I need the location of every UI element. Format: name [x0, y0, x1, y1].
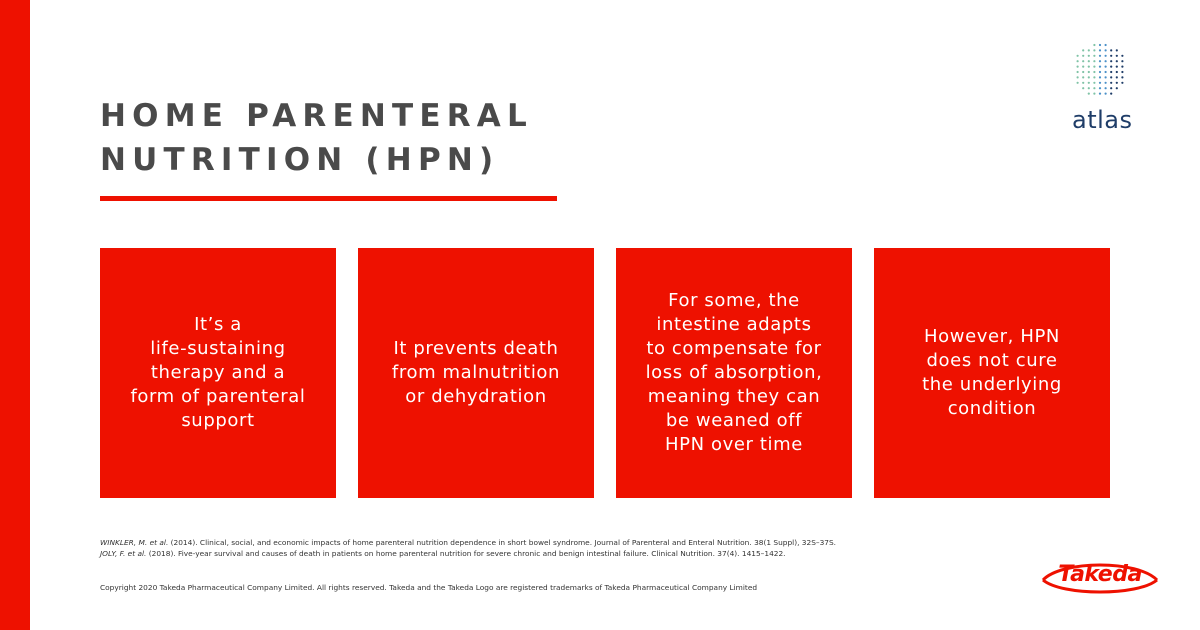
- reference-1-etal: et al.: [149, 538, 169, 547]
- globe-dot: [1116, 71, 1118, 73]
- globe-dot: [1088, 60, 1090, 62]
- globe-dot: [1077, 55, 1079, 57]
- globe-dot: [1116, 55, 1118, 57]
- info-card-3: [616, 248, 852, 498]
- globe-dot: [1093, 49, 1095, 51]
- globe-dot: [1099, 76, 1101, 78]
- globe-dot: [1077, 71, 1079, 73]
- globe-dot: [1121, 76, 1123, 78]
- globe-dot: [1110, 71, 1112, 73]
- card-line: or dehydration: [405, 386, 547, 407]
- globe-dot: [1099, 82, 1101, 84]
- globe-dot: [1077, 76, 1079, 78]
- globe-dot: [1116, 49, 1118, 51]
- globe-dot: [1121, 82, 1123, 84]
- globe-dot: [1093, 44, 1095, 46]
- globe-dot: [1116, 66, 1118, 68]
- globe-dot: [1105, 60, 1107, 62]
- page-title-line-1: HOME PARENTERAL: [100, 98, 533, 134]
- globe-dot: [1093, 60, 1095, 62]
- globe-dot: [1105, 55, 1107, 57]
- atlas-logo: [1064, 40, 1138, 136]
- reference-1-authors: WINKLER, M.: [100, 538, 150, 547]
- card-line: HPN over time: [665, 434, 803, 455]
- globe-dot: [1099, 66, 1101, 68]
- globe-dot: [1088, 71, 1090, 73]
- globe-dot: [1082, 76, 1084, 78]
- globe-dot: [1105, 87, 1107, 89]
- title-underline: [100, 196, 557, 201]
- reference-2-etal: et al.: [127, 549, 147, 558]
- card-line: be weaned off: [665, 410, 803, 431]
- left-accent-bar: [0, 0, 30, 630]
- globe-dot: [1110, 82, 1112, 84]
- globe-dot: [1110, 76, 1112, 78]
- globe-dot: [1099, 60, 1101, 62]
- globe-dot: [1110, 60, 1112, 62]
- globe-dot: [1110, 55, 1112, 57]
- card-line: to compensate for: [646, 338, 822, 359]
- globe-dot: [1082, 49, 1084, 51]
- globe-dot: [1105, 82, 1107, 84]
- globe-dot: [1082, 71, 1084, 73]
- card-line: does not cure: [926, 350, 1058, 371]
- atlas-logo-text: atlas: [1072, 106, 1133, 134]
- globe-dot: [1082, 82, 1084, 84]
- globe-dot: [1082, 60, 1084, 62]
- globe-dot: [1116, 60, 1118, 62]
- globe-dot: [1088, 49, 1090, 51]
- references: [100, 537, 940, 559]
- page-title-line-2: NUTRITION (HPN): [100, 142, 500, 178]
- globe-dot: [1110, 49, 1112, 51]
- card-line: the underlying: [922, 374, 1062, 395]
- card-line: life-sustaining: [150, 338, 286, 359]
- info-card-1: [100, 248, 336, 498]
- reference-1: [100, 537, 940, 548]
- globe-dot: [1088, 82, 1090, 84]
- card-line: meaning they can: [647, 386, 821, 407]
- card-line: However, HPN: [924, 326, 1060, 347]
- globe-dot: [1093, 76, 1095, 78]
- globe-dot: [1093, 87, 1095, 89]
- info-card-3-text: [646, 289, 823, 457]
- reference-2-authors: JOLY, F.: [100, 549, 128, 558]
- globe-dot: [1077, 66, 1079, 68]
- card-line: It prevents death: [393, 338, 559, 359]
- globe-dot: [1121, 71, 1123, 73]
- globe-dot: [1088, 55, 1090, 57]
- globe-dot: [1099, 44, 1101, 46]
- globe-dot: [1093, 66, 1095, 68]
- globe-dot: [1093, 82, 1095, 84]
- card-line: therapy and a: [150, 362, 286, 383]
- globe-dot: [1105, 76, 1107, 78]
- page-title: [100, 94, 533, 182]
- takeda-logo: [1040, 556, 1160, 596]
- card-line: For some, the: [668, 290, 800, 311]
- globe-dot: [1082, 87, 1084, 89]
- globe-dot: [1088, 76, 1090, 78]
- info-card-2-text: [392, 337, 560, 409]
- info-card-4-text: [922, 325, 1062, 421]
- globe-dot: [1121, 55, 1123, 57]
- globe-dot: [1082, 55, 1084, 57]
- globe-dot: [1099, 93, 1101, 95]
- globe-dot: [1116, 82, 1118, 84]
- globe-dot: [1110, 66, 1112, 68]
- globe-dot: [1088, 66, 1090, 68]
- globe-dot: [1077, 82, 1079, 84]
- card-line: intestine adapts: [656, 314, 812, 335]
- globe-dot: [1082, 66, 1084, 68]
- takeda-logo-text: Takeda: [1058, 562, 1142, 587]
- globe-dot: [1099, 71, 1101, 73]
- card-line: support: [181, 410, 255, 431]
- globe-dot: [1088, 93, 1090, 95]
- globe-dot: [1099, 87, 1101, 89]
- dotted-globe-icon: [1064, 40, 1138, 104]
- reference-2-citation: (2018). Five-year survival and causes of death in patients on home parenteral nutrition for severe chronic and benign intestinal failure. Clinical Nutrition. 37(4). 1415–1422.: [146, 549, 786, 558]
- reference-1-citation: (2014). Clinical, social, and economic impacts of home parenteral nutrition dependence in short bowel syndrome. Journal of Parenteral and Enteral Nutrition. 38(1 Suppl), 32S–37S.: [168, 538, 837, 547]
- copyright-notice: Copyright 2020 Takeda Pharmaceutical Company Limited. All rights reserved. Takeda and the Takeda Logo are registered trademarks of Takeda Pharmaceutical Company Limited: [100, 583, 758, 592]
- globe-dot: [1121, 60, 1123, 62]
- info-card-4: [874, 248, 1110, 498]
- globe-dot: [1116, 87, 1118, 89]
- info-card-1-text: [130, 313, 305, 433]
- card-line: form of parenteral: [130, 386, 306, 407]
- globe-dot: [1110, 93, 1112, 95]
- card-line: It’s a: [194, 314, 242, 335]
- globe-dot: [1105, 93, 1107, 95]
- globe-dot: [1099, 55, 1101, 57]
- globe-dot: [1077, 60, 1079, 62]
- globe-dot: [1110, 87, 1112, 89]
- globe-dot: [1093, 71, 1095, 73]
- globe-dot: [1105, 49, 1107, 51]
- reference-2: [100, 548, 940, 559]
- globe-dot: [1105, 66, 1107, 68]
- globe-dot: [1088, 87, 1090, 89]
- globe-dot: [1093, 93, 1095, 95]
- card-line: loss of absorption,: [645, 362, 823, 383]
- globe-dot: [1105, 71, 1107, 73]
- globe-dot: [1121, 66, 1123, 68]
- card-line: condition: [947, 398, 1037, 419]
- card-line: from malnutrition: [391, 362, 561, 383]
- globe-dot: [1116, 76, 1118, 78]
- globe-dot: [1099, 49, 1101, 51]
- globe-dot: [1093, 55, 1095, 57]
- globe-dot: [1105, 44, 1107, 46]
- info-card-2: [358, 248, 594, 498]
